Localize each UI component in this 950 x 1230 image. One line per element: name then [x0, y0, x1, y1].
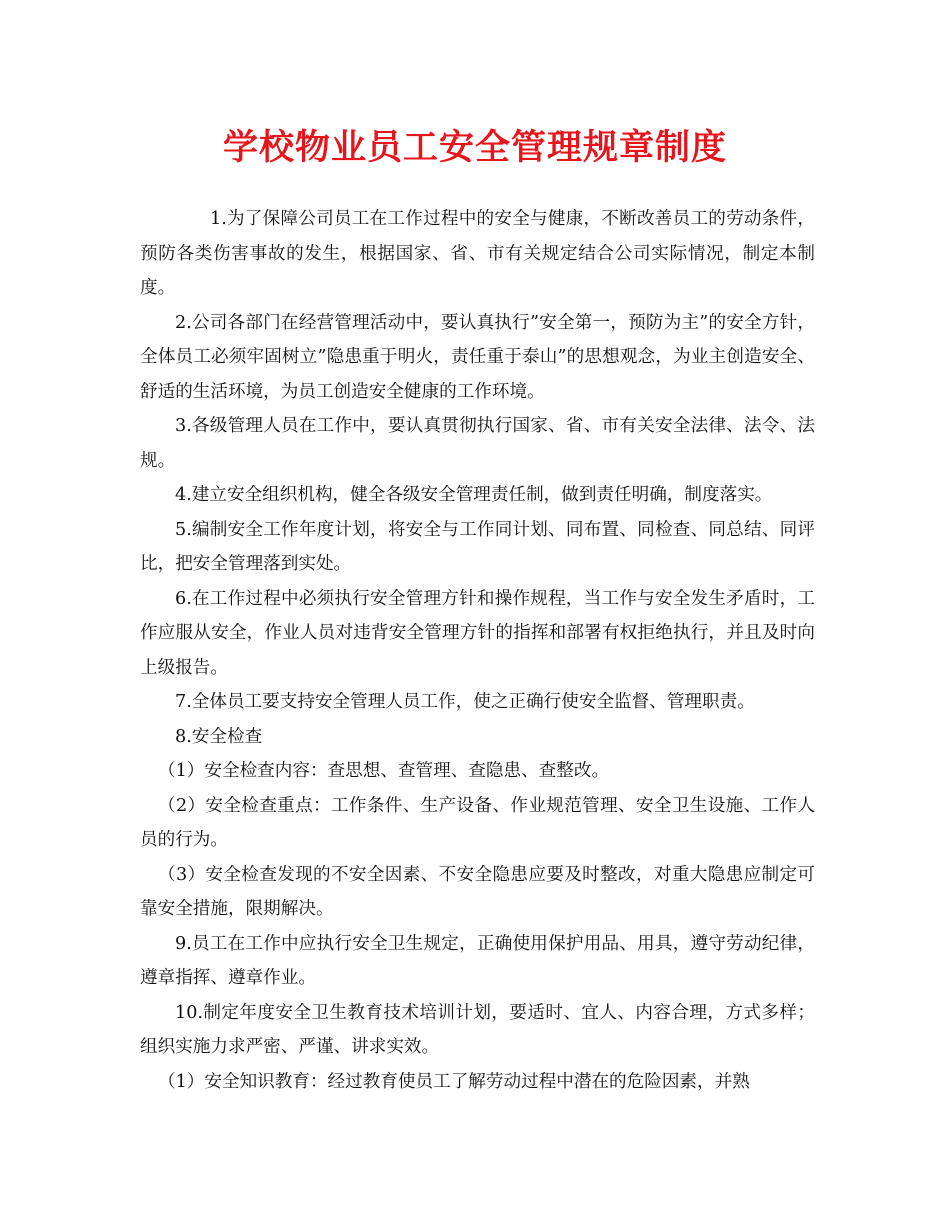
subitem-8-2: （2）安全检查重点：工作条件、生产设备、作业规范管理、安全卫生设施、工作人员的行为。 — [140, 795, 815, 850]
document-title: 学校物业员工安全管理规章制度 — [222, 127, 727, 168]
paragraph-3: 3.各级管理人员在工作中，要认真贯彻执行国家、省、市有关安全法律、法令、法规。 — [140, 416, 815, 471]
paragraph-9: 9.员工在工作中应执行安全卫生规定，正确使用保护用品、用具，遵守劳动纪律，遵章指挥、遵章作业。 — [140, 933, 815, 988]
paragraph-5: 5.编制安全工作年度计划，将安全与工作同计划、同布置、同检查、同总结、同评比，把安全管理落到实处。 — [140, 519, 815, 574]
document-body — [140, 202, 815, 1099]
paragraph-6: 6.在工作过程中必须执行安全管理方针和操作规程，当工作与安全发生矛盾时，工作应服从安全，作业人员对违背安全管理方针的指挥和部署有权拒绝执行，并且及时向上级报告。 — [140, 588, 815, 678]
paragraph-7: 7.全体员工要支持安全管理人员工作，使之正确行使安全监督、管理职责。 — [175, 692, 755, 712]
paragraph-2: 2.公司各部门在经营管理活动中，要认真执行”安全第一，预防为主”的安全方针，全体员工必须牢固树立”隐患重于明火，责任重于泰山”的思想观念，为业主创造安全、舒适的生活环境，为员工创造安全健康的工作环境。 — [140, 312, 815, 402]
paragraph-8-heading: 8.安全检查 — [175, 726, 263, 747]
subitem-8-1: （1）安全检查内容：查思想、查管理、查隐患、查整改。 — [158, 761, 610, 781]
paragraph-10: 10.制定年度安全卫生教育技术培训计划，要适时、宜人、内容合理，方式多样；组织实施力求严密、严谨、讲求实效。 — [140, 1002, 815, 1057]
subitem-8-3: （3）安全检查发现的不安全因素、不安全隐患应要及时整改，对重大隐患应制定可靠安全措施，限期解决。 — [140, 864, 815, 919]
subitem-10-1: （1）安全知识教育：经过教育使员工了解劳动过程中潜在的危险因素，并熟 — [158, 1071, 750, 1092]
paragraph-4: 4.建立安全组织机构，健全各级安全管理责任制，做到责任明确，制度落实。 — [175, 485, 773, 505]
paragraph-1: 1.为了保障公司员工在工作过程中的安全与健康，不断改善员工的劳动条件，预防各类伤害事故的发生，根据国家、省、市有关规定结合公司实际情况，制定本制度。 — [140, 209, 815, 298]
